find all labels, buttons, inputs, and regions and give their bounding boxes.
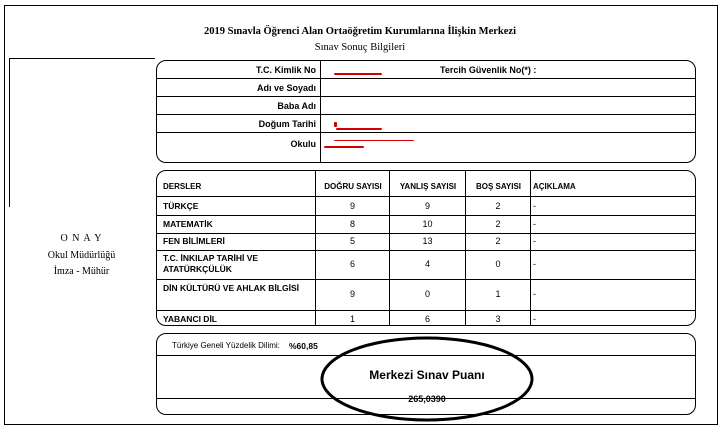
header-yanlis: YANLIŞ SAYISI <box>399 182 457 191</box>
header-aciklama: AÇIKLAMA <box>533 182 576 191</box>
row-bos: 2 <box>495 219 501 229</box>
approval-title: O N A Y <box>60 233 103 244</box>
row-yanlis: 0 <box>424 289 430 299</box>
row-subject: YABANCI DİL <box>163 314 217 324</box>
row-dogru: 5 <box>349 236 355 246</box>
percentile-value: %60,85 <box>289 341 318 351</box>
row-subject: MATEMATİK <box>163 219 213 229</box>
row-bos: 2 <box>495 201 501 211</box>
percentile-label: Türkiye Geneli Yüzdelik Dilimi: <box>172 341 280 350</box>
row-aciklama: - <box>533 236 536 246</box>
row-subject: T.C. İNKILAP TARİHİ VE ATATÜRKÇÜLÜK <box>163 253 259 274</box>
header-bos: BOŞ SAYISI <box>475 182 522 191</box>
document-subtitle: Sınav Sonuç Bilgileri <box>314 42 406 53</box>
row-bos: 0 <box>495 259 501 269</box>
row-aciklama: - <box>533 289 536 299</box>
row-bos: 1 <box>495 289 501 299</box>
header-dogru: DOĞRU SAYISI <box>324 182 382 191</box>
score-label: Merkezi Sınav Puanı <box>369 368 485 382</box>
row-dogru: 1 <box>349 314 355 324</box>
row-dogru: 9 <box>349 201 355 211</box>
header-dersler: DERSLER <box>163 182 202 191</box>
row-yanlis: 10 <box>422 219 433 229</box>
document-title: 2019 Sınavla Öğrenci Alan Ortaöğretim Kurumlarına İlişkin Merkezi <box>204 26 516 37</box>
row-dogru: 8 <box>349 219 355 229</box>
birth-label: Doğum Tarihi <box>258 119 316 129</box>
row-dogru: 9 <box>349 289 355 299</box>
row-aciklama: - <box>533 219 536 229</box>
approval-principal: Okul Müdürlüğü <box>47 250 116 261</box>
row-subject: FEN BİLİMLERİ <box>163 236 225 246</box>
row-yanlis: 4 <box>424 259 430 269</box>
row-aciklama: - <box>533 314 536 324</box>
row-bos: 2 <box>495 236 501 246</box>
row-subject: DİN KÜLTÜRÜ VE AHLAK BİLGİSİ <box>163 283 299 293</box>
tercih-label: Tercih Güvenlik No(*) : <box>440 65 537 75</box>
row-bos: 3 <box>495 314 501 324</box>
row-yanlis: 13 <box>422 236 433 246</box>
row-dogru: 6 <box>349 259 355 269</box>
row-yanlis: 9 <box>424 201 430 211</box>
score-value: 265,0390 <box>408 394 446 404</box>
school-label: Okulu <box>290 139 316 149</box>
row-aciklama: - <box>533 201 536 211</box>
name-label: Adı ve Soyadı <box>256 83 316 93</box>
approval-signature: İmza - Mühür <box>53 266 110 277</box>
row-subject: TÜRKÇE <box>163 201 199 211</box>
row-yanlis: 6 <box>424 314 430 324</box>
father-label: Baba Adı <box>277 101 316 111</box>
tc-label: T.C. Kimlik No <box>255 65 316 75</box>
row-aciklama: - <box>533 259 536 269</box>
